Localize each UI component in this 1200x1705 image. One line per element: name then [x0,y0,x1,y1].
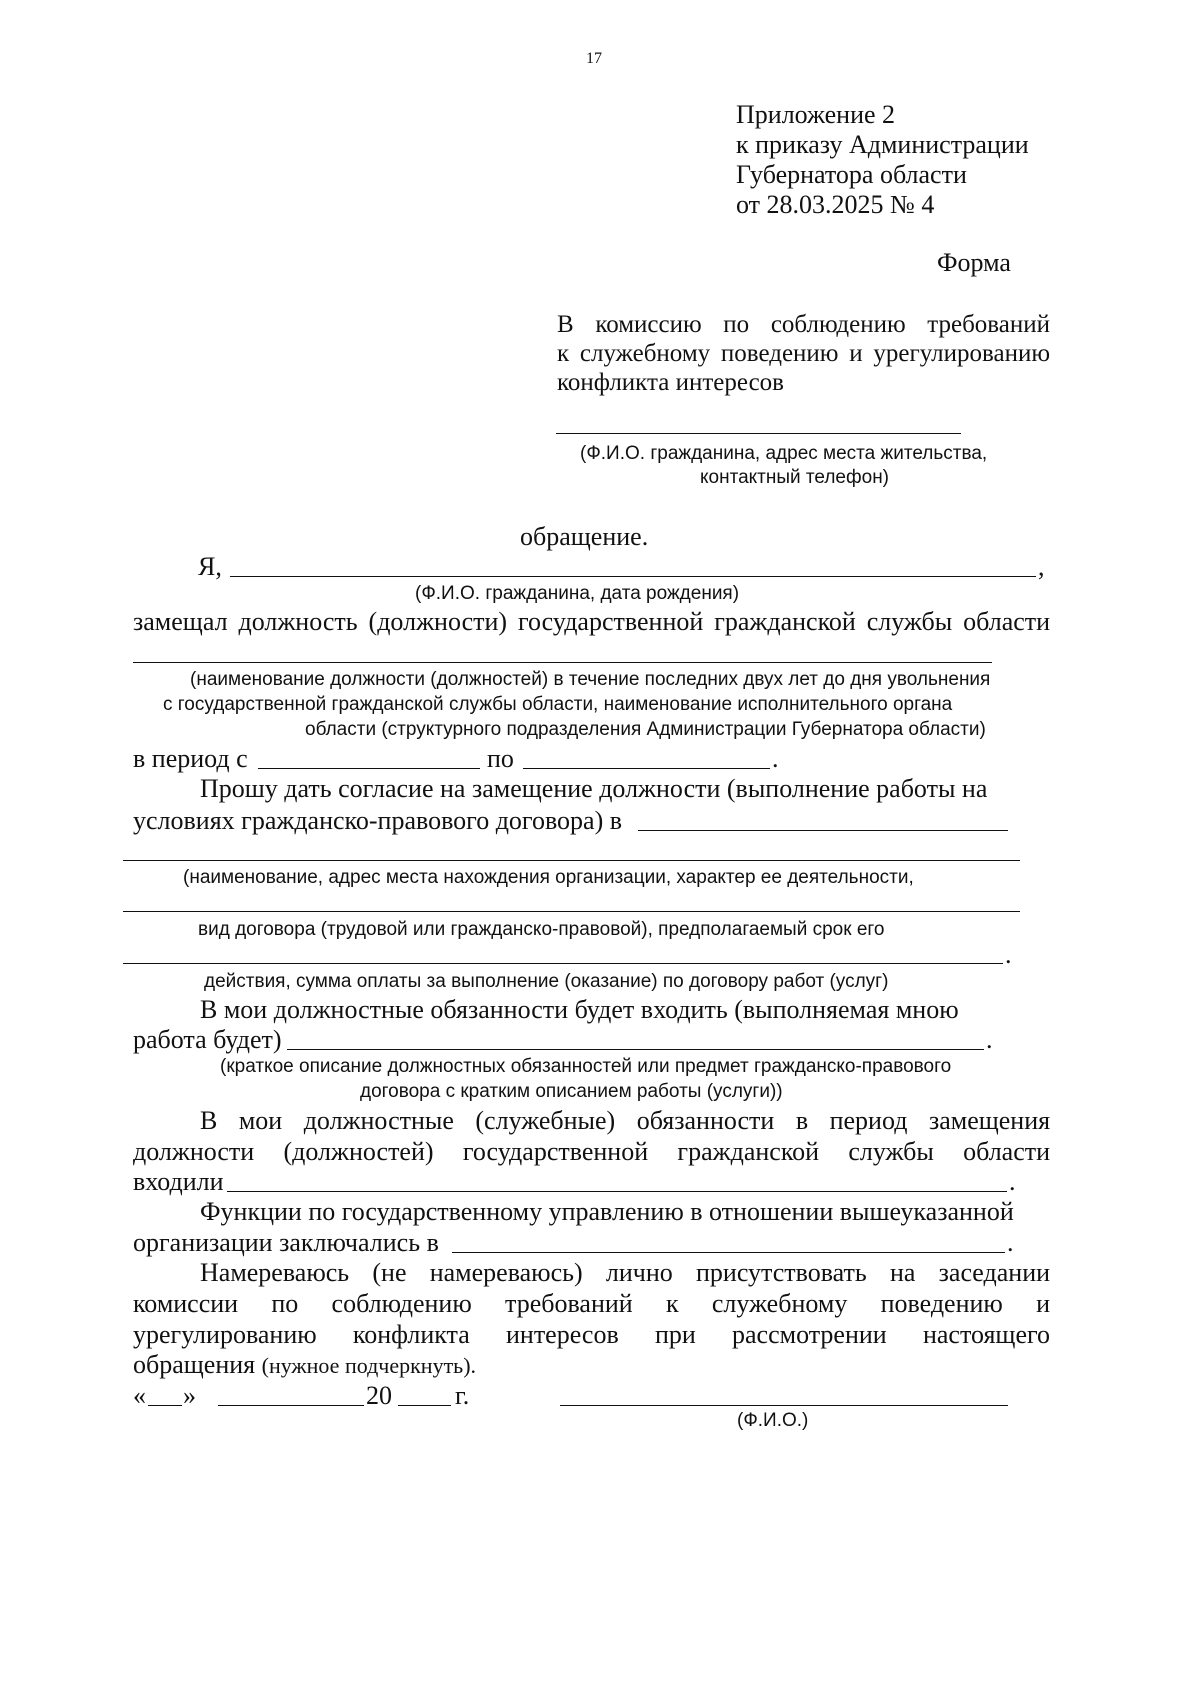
date-year-blank[interactable] [398,1405,451,1406]
fio-comma: , [1038,552,1045,581]
document-title: обращение. [520,522,649,551]
duties-blank[interactable] [287,1049,984,1050]
organization-caption: (наименование, адрес места нахождения организации, характер ее деятельности, [183,867,914,888]
functions-line-1: Функции по государственному управлению в отношении вышеуказанной [200,1197,1014,1226]
page-number: 17 [586,50,602,67]
form-label: Форма [937,248,1011,277]
date-open-quote: « [133,1381,146,1410]
past-duties-line-1: В мои должностные (служебные) обязанности в период замещения [200,1106,1051,1135]
payment-dot: . [1005,940,1012,969]
date-year-suffix: г. [455,1381,470,1410]
request-line-1: Прошу дать согласие на замещение должности (выполнение работы на [200,774,988,803]
signature-caption: (Ф.И.О.) [737,1410,809,1431]
intend-line-2: комиссии по соблюдению требований к служебному поведению и [133,1289,1051,1318]
applicant-blank-line[interactable] [556,433,961,434]
period-from-blank[interactable] [258,768,480,769]
duties-dot: . [986,1025,993,1054]
order-reference: к приказу Администрации [736,130,1029,159]
date-close-quote: » [183,1381,196,1410]
duties-caption-1: (краткое описание должностных обязанностей или предмет гражданско-правового [220,1056,952,1077]
organization-blank-2[interactable] [123,860,1020,861]
past-duties-line-2: должности (должностей) государственной гражданской службы области [133,1137,1051,1166]
past-duties-line-3: входили [133,1167,224,1196]
date-day-blank[interactable] [148,1405,182,1406]
addressee-line-1: В комиссию по соблюдению требований [557,311,1051,338]
payment-blank[interactable] [123,963,1003,964]
position-caption-2: с государственной гражданской службы области, наименование исполнительного органа [163,694,953,715]
past-duties-dot: . [1009,1167,1016,1196]
functions-line-2: организации заключались в [133,1228,439,1257]
intend-line-1: Намереваюсь (не намереваюсь) лично присутствовать на заседании [200,1258,1051,1287]
addressee-line-2: к служебному поведению и урегулированию [557,340,1051,367]
duties-line-2: работа будет) [133,1025,282,1054]
applicant-caption-1: (Ф.И.О. гражданина, адрес места жительства, [580,443,988,464]
order-issuer: Губернатора области [736,160,967,189]
intend-line-3: урегулированию конфликта интересов при рассмотрении настоящего [133,1320,1051,1349]
signature-blank[interactable] [560,1405,1008,1406]
order-date: от 28.03.2025 № 4 [736,190,935,219]
held-position-line: замещал должность (должности) государственной гражданской службы области [133,607,1051,636]
period-to-label: по [487,744,514,773]
addressee-line-3: конфликта интересов [557,369,784,396]
intend-line-4: обращения (нужное подчеркнуть). [133,1350,477,1379]
period-to-blank[interactable] [523,768,770,769]
date-year-prefix: 20 [366,1381,392,1410]
date-month-blank[interactable] [218,1405,364,1406]
appendix-number: Приложение 2 [736,100,896,129]
position-caption-3: области (структурного подразделения Администрации Губернатора области) [305,719,986,740]
period-prefix: в период с [133,744,248,773]
functions-blank[interactable] [452,1252,1005,1253]
position-blank-line[interactable] [133,662,992,663]
duties-caption-2: договора с кратким описанием работы (услуги)) [360,1081,783,1102]
position-caption-1: (наименование должности (должностей) в течение последних двух лет до дня увольнения [190,669,991,690]
ya-label: Я, [198,552,222,581]
functions-dot: . [1007,1228,1014,1257]
contract-caption: вид договора (трудовой или гражданско-правовой), предполагаемый срок его [198,919,885,940]
request-line-2: условиях гражданско-правового договора) в [133,806,623,835]
period-end-dot: . [772,744,779,773]
applicant-caption-2: контактный телефон) [700,467,890,488]
past-duties-blank[interactable] [227,1191,1007,1192]
payment-caption: действия, сумма оплаты за выполнение (оказание) по договору работ (услуг) [204,971,889,992]
fio-caption: (Ф.И.О. гражданина, дата рождения) [415,583,740,604]
contract-blank[interactable] [123,911,1020,912]
duties-line-1: В мои должностные обязанности будет входить (выполняемая мною [200,995,959,1024]
fio-blank-line[interactable] [230,576,1036,577]
organization-blank-1[interactable] [638,830,1008,831]
